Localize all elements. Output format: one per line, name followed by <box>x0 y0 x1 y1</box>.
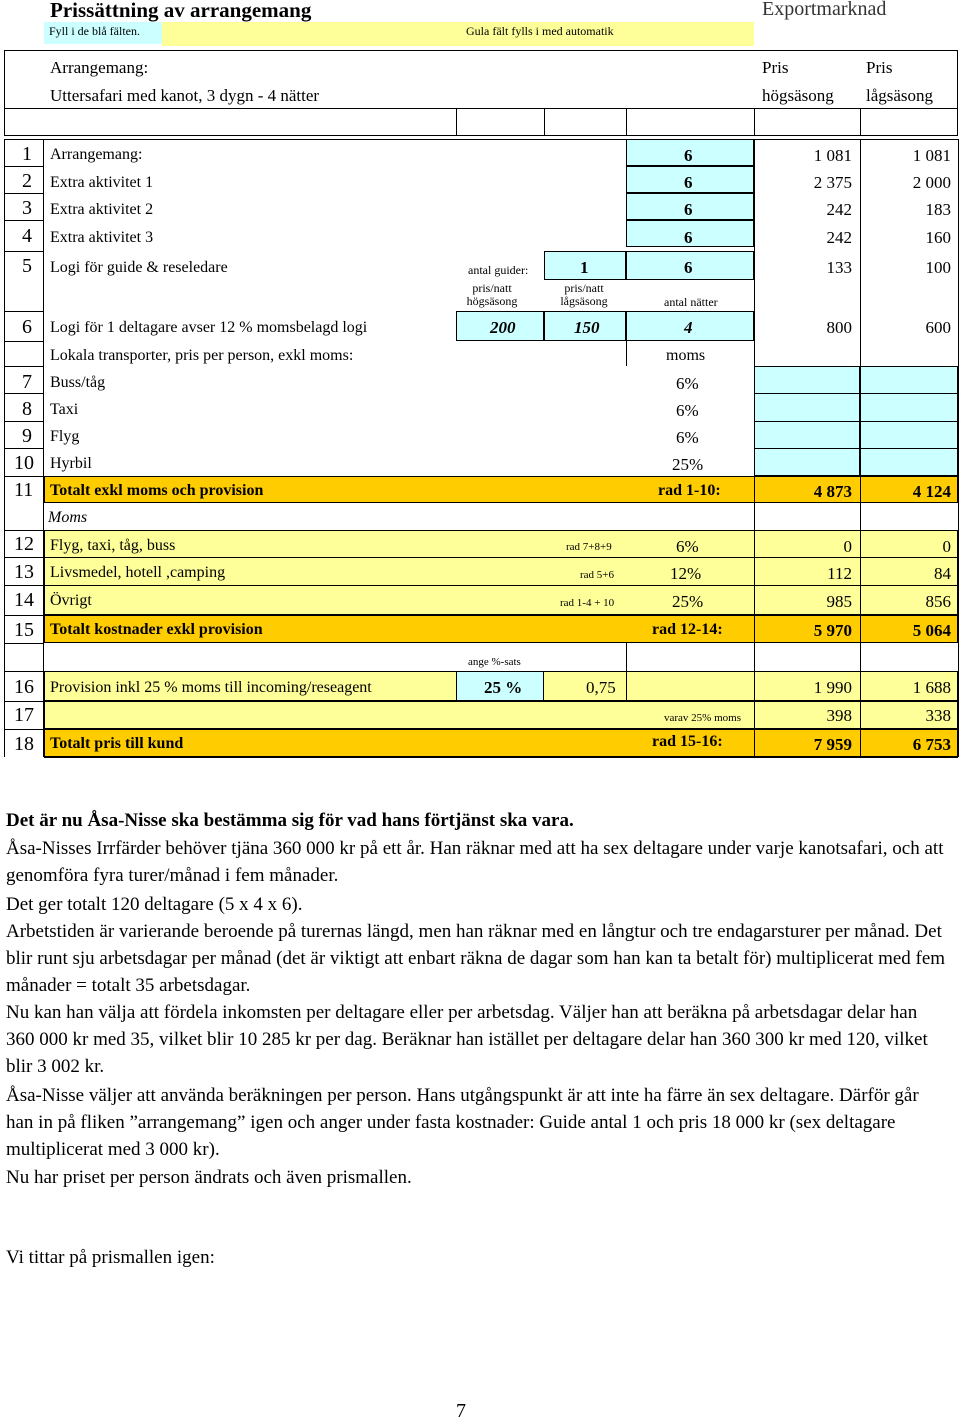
qty-value: 6 <box>684 146 693 165</box>
row-label: Provision inkl 25 % moms till incoming/reseagent <box>50 679 372 696</box>
row-label: Hyrbil <box>50 455 92 472</box>
paragraph-4: Nu kan han välja att fördela inkomsten per deltagare eller per arbetsdag. Väljer han att beräkna på arbetsdagar delar han 360 000 kr med 35, vilket blir 10 285 kr per dag. Beräknar han istället per deltagare delar han 360 300 kr med 120, vilket blir 3 002 kr. <box>6 1002 928 1077</box>
row-label: Logi för guide & reseledare <box>50 259 228 276</box>
section-heading: Det är nu Åsa-Nisse ska bestämma sig för vad hans förtjänst ska vara. <box>6 810 574 831</box>
ppn-high-caption <box>456 282 528 308</box>
price-low-value: 338 <box>925 706 951 725</box>
row-label: Flyg, taxi, tåg, buss <box>50 537 176 554</box>
ppn-low-value: 150 <box>574 318 600 337</box>
fill-yellow-legend <box>162 22 754 46</box>
price-low-value: 856 <box>925 592 951 611</box>
price-high-value: 5 970 <box>813 621 852 640</box>
arrangement-label: Arrangemang: <box>50 58 149 77</box>
fill-blue-legend <box>44 22 162 44</box>
row-number: 14 <box>14 589 34 611</box>
ppn-high-value: 200 <box>490 318 516 337</box>
row-label: Extra aktivitet 2 <box>50 201 154 218</box>
paragraph-3: Arbetstiden är varierande beroende på turernas längd, men han räknar med en långtur och tre endagarsturer per månad. Det blir runt sju arbetsdagar per månad (det är viktigt att enbart räkna de dagar som han kan ta betalt för) multiplicerat med fem månader = totalt 35 arbetsdagar. <box>6 921 946 996</box>
price-low-value: 5 064 <box>912 621 951 640</box>
paragraph-6: Nu har priset per person ändrats och även prismallen. <box>6 1167 412 1188</box>
price-low-value: 1 688 <box>912 678 951 697</box>
price-low-value: 84 <box>934 564 951 583</box>
row-label: Extra aktivitet 1 <box>50 174 154 191</box>
row-label: Livsmedel, hotell ,camping <box>50 564 226 581</box>
local-transport-heading: Lokala transporter, pris per person, exkl moms: <box>50 347 354 364</box>
price-high-heading: Pris <box>762 58 789 77</box>
row-number: 18 <box>14 733 34 755</box>
price-high-value: 985 <box>826 592 852 611</box>
price-high-value: 242 <box>826 200 852 219</box>
price-low-value: 4 124 <box>912 482 951 501</box>
row-number: 10 <box>14 452 34 474</box>
price-low-value: 160 <box>925 228 951 247</box>
price-high-value: 398 <box>826 706 852 725</box>
arrangement-name: Uttersafari med kanot, 3 dygn - 4 nätter <box>50 86 320 105</box>
row-number: 11 <box>14 479 34 501</box>
qty-value: 6 <box>684 258 693 277</box>
row-label: Övrigt <box>50 592 92 609</box>
ppn-low-caption-line1: pris/natt <box>564 281 604 295</box>
ppn-low-caption <box>548 282 620 308</box>
price-high-value: 800 <box>826 318 852 337</box>
guides-value: 1 <box>580 258 589 277</box>
ppn-high-caption-line2: högsäsong <box>466 294 518 308</box>
qty-value: 6 <box>684 173 693 192</box>
page-number: 7 <box>456 1400 466 1422</box>
price-high-value: 1 081 <box>813 146 852 165</box>
price-low-value: 2 000 <box>912 173 951 192</box>
price-high-value: 4 873 <box>813 482 852 501</box>
row-number: 4 <box>22 225 32 247</box>
paragraph-7: Vi tittar på prismallen igen: <box>6 1247 215 1268</box>
price-low-value: 0 <box>942 537 951 556</box>
vat-rate: 6% <box>676 374 699 393</box>
row-reference: rad 15-16: <box>652 733 723 750</box>
nights-value: 4 <box>684 318 693 337</box>
row-number: 9 <box>22 425 32 447</box>
pct-hint: ange %-sats <box>468 656 521 668</box>
vat-rate: 25% <box>672 455 704 474</box>
vat-rate: 12% <box>670 564 702 583</box>
vat-rate: 25% <box>672 592 704 611</box>
row-label: Buss/tåg <box>50 374 106 391</box>
row-number: 5 <box>22 255 32 277</box>
row-label: Flyg <box>50 428 80 445</box>
row-number: 16 <box>14 676 34 698</box>
page-title: Prissättning av arrangemang <box>50 0 312 22</box>
price-high-season: högsäsong <box>762 86 834 105</box>
paragraph-5: Åsa-Nisse väljer att använda beräkningen per person. Hans utgångspunkt är att inte ha färre än sex deltagare. Därför går han in på fliken ”arrangemang” igen och anger under fasta kostnader: Guide antal 1 och pris 18 000 kr (sex deltagare multiplicerat med 3 000 kr). <box>6 1085 919 1160</box>
row-label: Arrangemang: <box>50 146 143 163</box>
commission-factor: 0,75 <box>586 678 616 697</box>
paragraph-2: Det ger totalt 120 deltagare (5 x 4 x 6). <box>6 894 303 915</box>
row-number: 1 <box>22 143 32 165</box>
price-low-season: lågsäsong <box>866 86 934 105</box>
row-number: 6 <box>22 316 32 338</box>
row-reference: rad 1-10: <box>658 482 721 499</box>
nights-caption: antal nätter <box>664 295 718 309</box>
row-number: 2 <box>22 170 32 192</box>
qty-value: 6 <box>684 228 693 247</box>
guides-label: antal guider: <box>468 263 529 277</box>
row-reference: rad 7+8+9 <box>566 541 612 553</box>
ppn-high-caption-line1: pris/natt <box>472 281 512 295</box>
price-high-value: 2 375 <box>813 173 852 192</box>
price-high-value: 242 <box>826 228 852 247</box>
price-low-value: 1 081 <box>912 146 951 165</box>
fill-yellow-text: Gula fält fylls i med automatik <box>466 24 614 38</box>
price-high-value: 1 990 <box>813 678 852 697</box>
row-number: 12 <box>14 533 34 555</box>
row-label: Logi för 1 deltagare avser 12 % momsbelagd logi <box>50 319 368 336</box>
market-label: Exportmarknad <box>762 0 887 20</box>
price-low-value: 600 <box>925 318 951 337</box>
row-label: Taxi <box>50 401 79 418</box>
price-high-value: 133 <box>826 258 852 277</box>
price-low-heading: Pris <box>866 58 893 77</box>
fill-blue-text: Fyll i de blå fälten. <box>49 24 140 38</box>
row-number: 3 <box>22 197 32 219</box>
commission-pct-value: 25 % <box>484 678 523 697</box>
paragraph-1: Åsa-Nisses Irrfärder behöver tjäna 360 000 kr på ett år. Han räknar med att ha sex deltagare under varje kanotsafari, och att genomföra fyra turer/månad i fem månader. <box>6 838 944 886</box>
price-low-value: 6 753 <box>912 735 951 754</box>
moms-heading: moms <box>666 347 706 364</box>
row-reference: rad 5+6 <box>580 569 614 581</box>
vat-rate: 6% <box>676 401 699 420</box>
vat-share-note: varav 25% moms <box>664 712 741 724</box>
row-number: 7 <box>22 371 32 393</box>
price-high-value: 112 <box>827 564 852 583</box>
qty-value: 6 <box>684 200 693 219</box>
price-low-value: 100 <box>925 258 951 277</box>
row-number: 17 <box>14 704 34 726</box>
price-high-value: 7 959 <box>813 735 852 754</box>
ppn-low-caption-line2: lågsäsong <box>560 294 608 308</box>
row-label: Totalt kostnader exkl provision <box>50 621 263 638</box>
price-high-value: 0 <box>843 537 852 556</box>
row-reference: rad 12-14: <box>652 621 723 638</box>
row-label: Totalt exkl moms och provision <box>50 482 264 499</box>
row-label: Extra aktivitet 3 <box>50 229 154 246</box>
row-number: 8 <box>22 398 32 420</box>
vat-section-heading: Moms <box>48 509 88 526</box>
vat-rate: 6% <box>676 537 699 556</box>
row-reference: rad 1-4 + 10 <box>560 597 615 609</box>
row-number: 15 <box>14 619 34 641</box>
price-low-value: 183 <box>925 200 951 219</box>
vat-rate: 6% <box>676 428 699 447</box>
row-label: Totalt pris till kund <box>50 735 184 752</box>
row-number: 13 <box>14 561 34 583</box>
